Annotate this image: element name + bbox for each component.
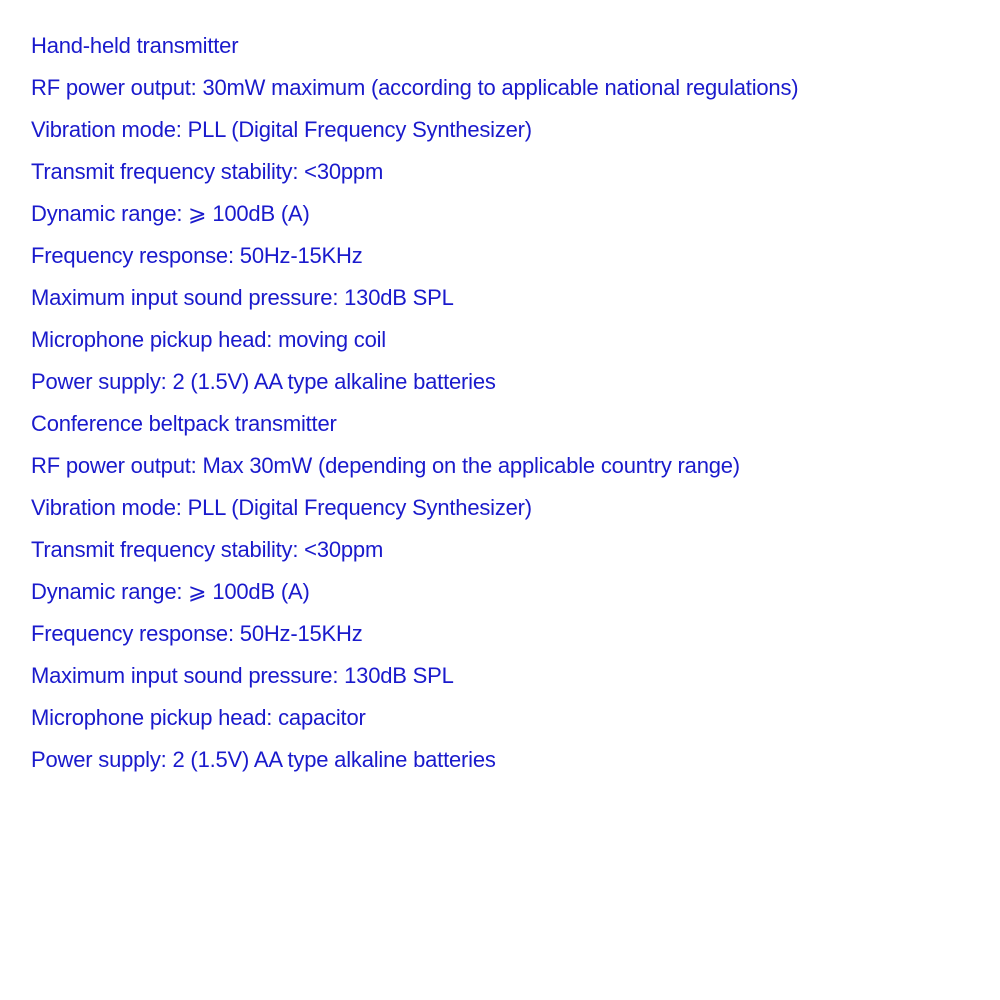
spec-line: Maximum input sound pressure: 130dB SPL xyxy=(31,663,454,688)
spec-line: Power supply: 2 (1.5V) AA type alkaline batteries xyxy=(31,369,496,394)
spec-line: Dynamic range: ⩾ 100dB (A) xyxy=(31,201,310,226)
spec-line: Vibration mode: PLL (Digital Frequency Synthesizer) xyxy=(31,117,532,142)
spec-line: Microphone pickup head: moving coil xyxy=(31,327,386,352)
spec-line: Vibration mode: PLL (Digital Frequency Synthesizer) xyxy=(31,495,532,520)
spec-line: Power supply: 2 (1.5V) AA type alkaline batteries xyxy=(31,747,496,772)
spec-line: Transmit frequency stability: <30ppm xyxy=(31,159,384,184)
spec-list xyxy=(31,25,798,781)
spec-line: Dynamic range: ⩾ 100dB (A) xyxy=(31,579,310,604)
spec-line: Frequency response: 50Hz-15KHz xyxy=(31,621,363,646)
spec-line: RF power output: Max 30mW (depending on the applicable country range) xyxy=(31,453,740,478)
section-heading-beltpack: Conference beltpack transmitter xyxy=(31,411,337,436)
spec-line: Maximum input sound pressure: 130dB SPL xyxy=(31,285,454,310)
spec-line: Transmit frequency stability: <30ppm xyxy=(31,537,384,562)
spec-line: RF power output: 30mW maximum (according to applicable national regulations) xyxy=(31,75,799,100)
spec-line: Frequency response: 50Hz-15KHz xyxy=(31,243,363,268)
section-heading-handheld: Hand-held transmitter xyxy=(31,33,239,58)
spec-line: Microphone pickup head: capacitor xyxy=(31,705,366,730)
